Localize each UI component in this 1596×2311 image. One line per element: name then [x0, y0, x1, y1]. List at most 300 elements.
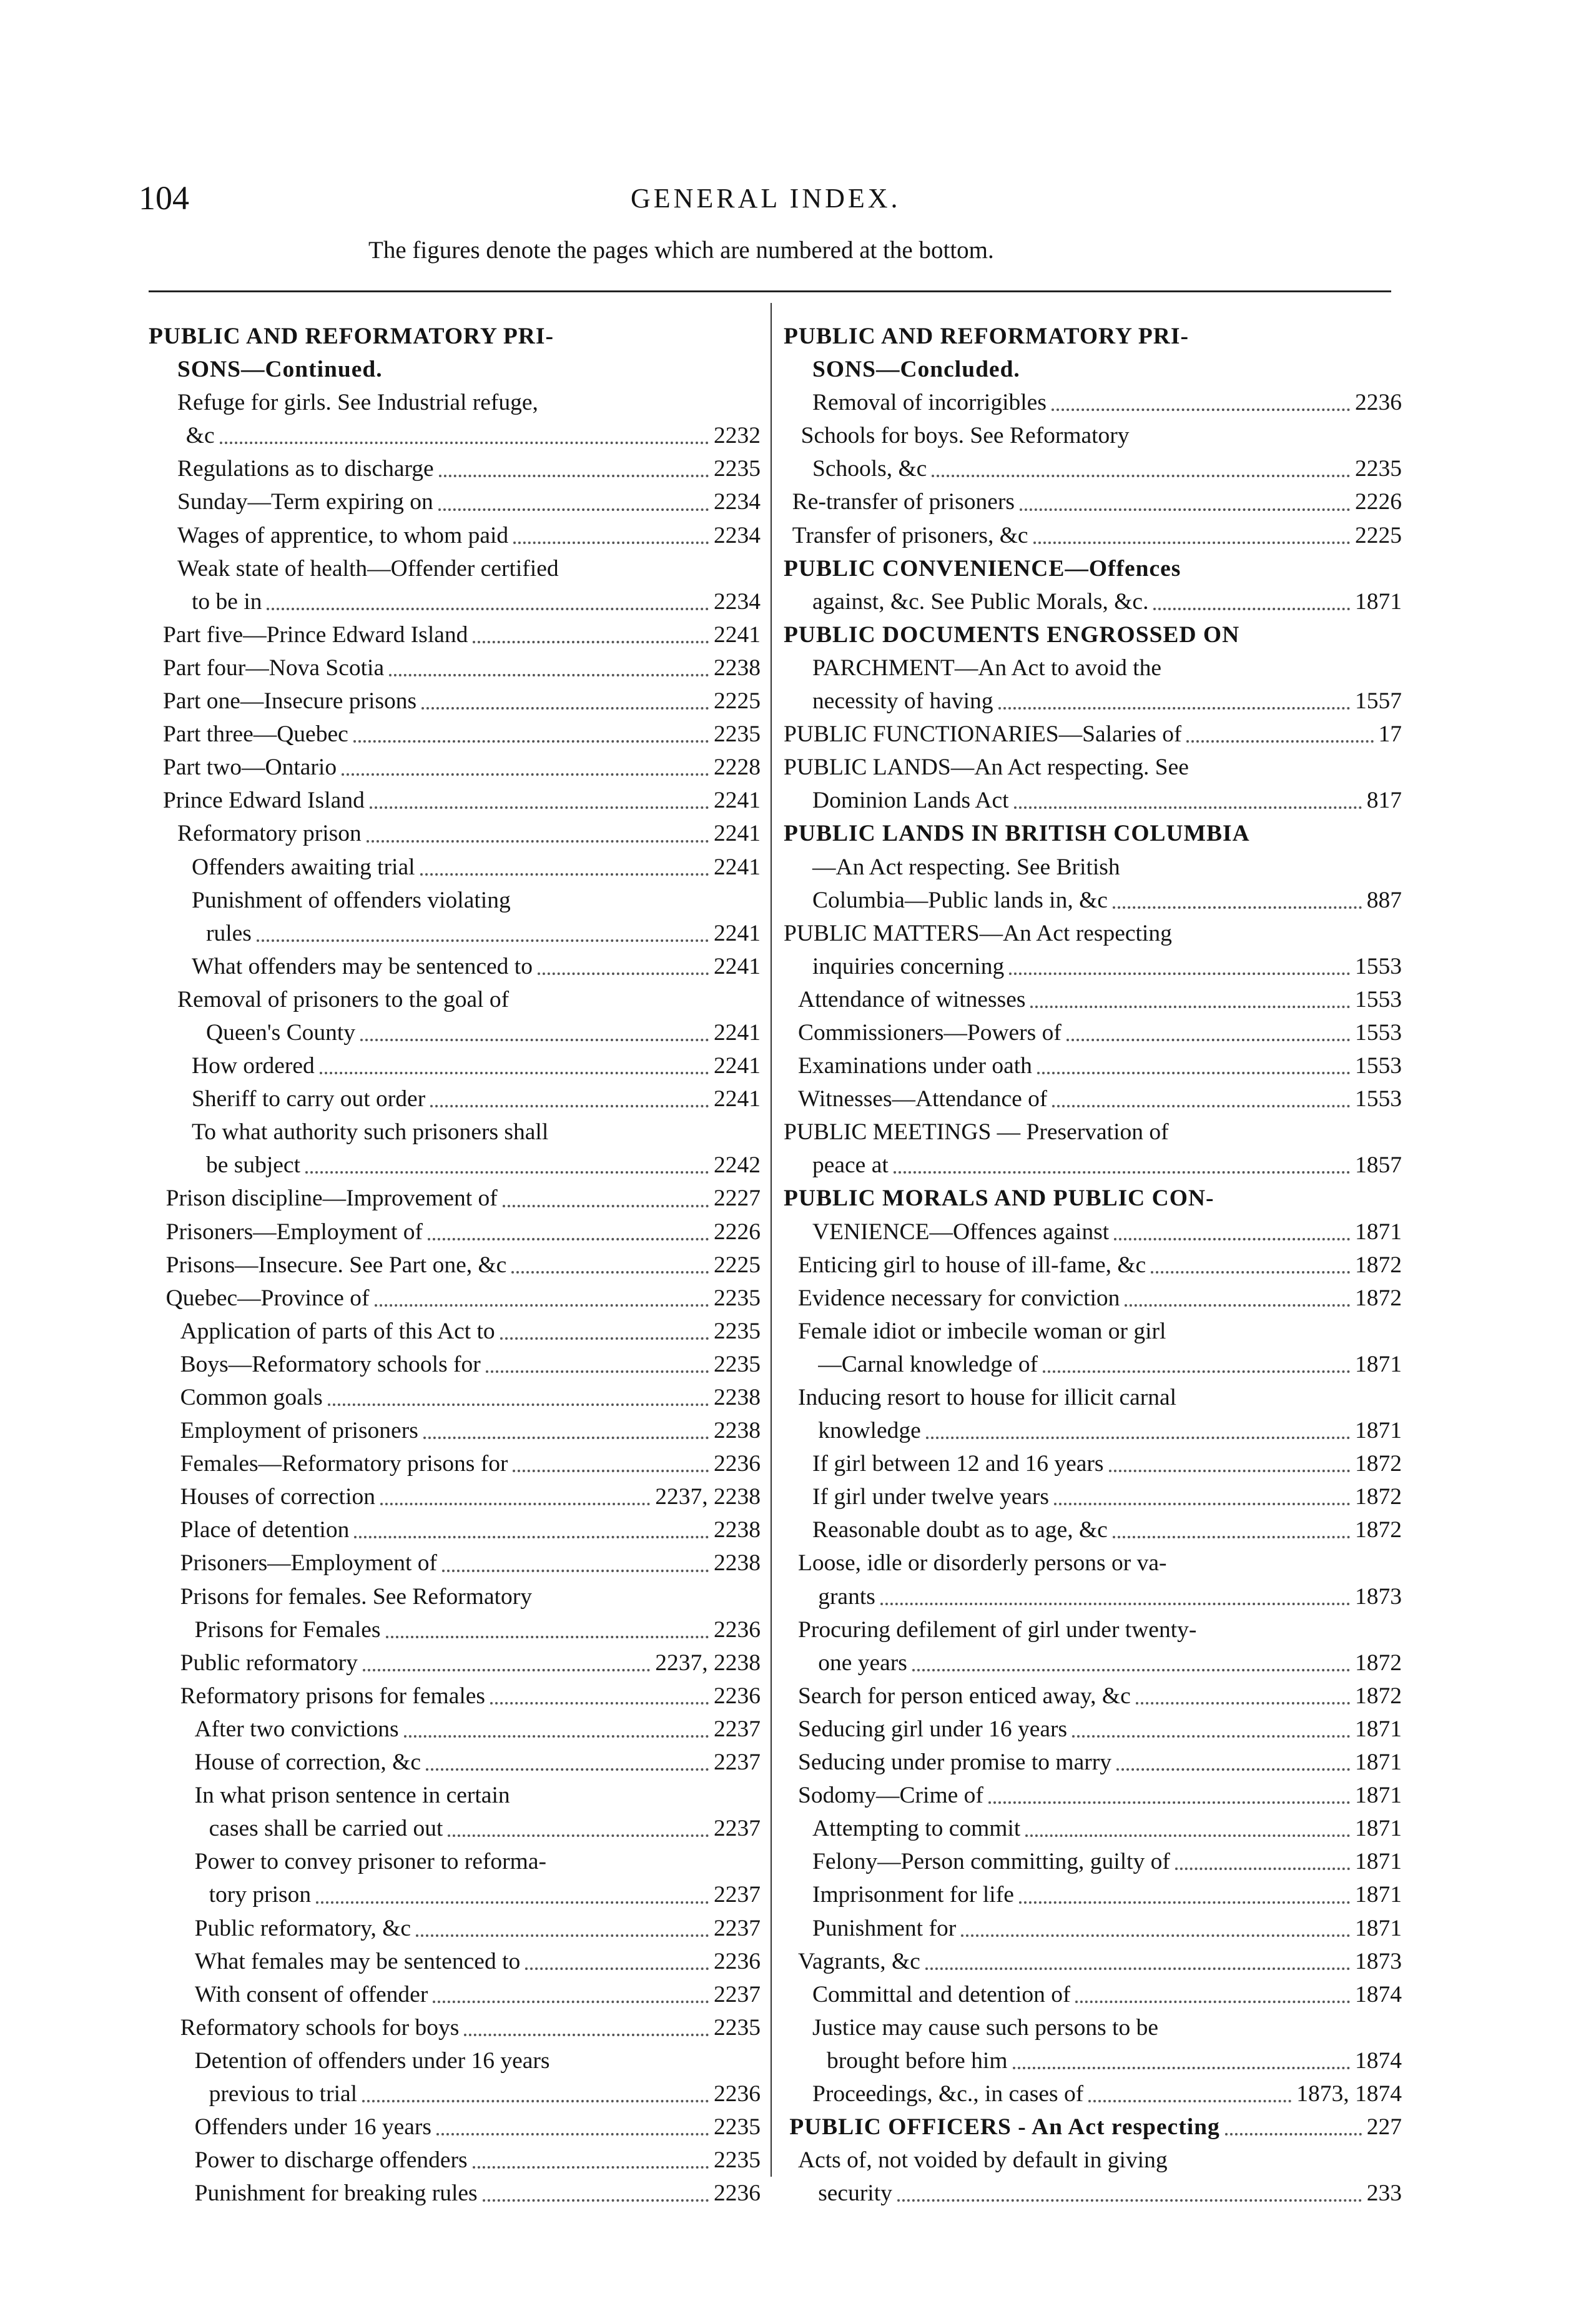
- index-entry: PUBLIC MEETINGS — Preservation of: [784, 1119, 1169, 1146]
- entry-page-ref: 1874: [1355, 1981, 1402, 2007]
- entry-text: VENIENCE—Offences against: [812, 1219, 1110, 1245]
- index-entry: [149, 1945, 761, 1978]
- entry-page-ref: 2235: [714, 456, 761, 482]
- entry-page-ref: 1873, 1874: [1296, 2081, 1402, 2107]
- dot-leader: [473, 2166, 709, 2169]
- entry-text: Employment of prisoners: [180, 1418, 418, 1444]
- entry-text: Sodomy—Crime of: [798, 1783, 983, 1809]
- index-entry: [784, 1746, 1402, 1779]
- index-entry: [149, 1381, 761, 1414]
- entry-text: against, &c. See Public Morals, &c.: [812, 588, 1149, 615]
- index-entry: [149, 1016, 761, 1049]
- index-entry: [784, 784, 1402, 817]
- entry-page-ref: 2236: [714, 1451, 761, 1477]
- entry-text: What females may be sentenced to: [194, 1948, 521, 1974]
- dot-leader: [433, 2001, 709, 2003]
- index-entry: [149, 1249, 761, 1282]
- entry-page-ref: 227: [1366, 2114, 1402, 2140]
- index-entry: [149, 1613, 761, 1646]
- dot-leader: [267, 608, 709, 610]
- index-entry: [784, 485, 1402, 518]
- index-entry: [784, 1845, 1402, 1878]
- entry-page-ref: 1872: [1355, 1650, 1402, 1676]
- dot-leader: [370, 806, 709, 809]
- entry-page-ref: 2234: [714, 588, 761, 615]
- entry-text: Prisons—Insecure. See Part one, &c: [165, 1252, 507, 1278]
- entry-page-ref: 1872: [1355, 1285, 1402, 1311]
- entry-text: Schools, &c: [812, 456, 927, 482]
- entry-page-ref: 2237: [714, 1816, 761, 1842]
- entry-text: Removal of incorrigibles: [812, 390, 1047, 416]
- dot-leader: [389, 674, 709, 676]
- entry-page-ref: 2236: [714, 1616, 761, 1643]
- entry-text: peace at: [812, 1152, 889, 1179]
- entry-page-ref: 2236: [714, 1948, 761, 1974]
- entry-page-ref: 887: [1366, 887, 1402, 913]
- entry-text: Power to discharge offenders: [194, 2147, 468, 2174]
- entry-page-ref: 1871: [1355, 1816, 1402, 1842]
- entry-page-ref: 2235: [714, 2114, 761, 2140]
- index-entry: PUBLIC LANDS—An Act respecting. See: [784, 755, 1189, 781]
- entry-page-ref: 2235: [714, 2147, 761, 2174]
- dot-leader: [1025, 1834, 1350, 1837]
- index-entry: [784, 1082, 1402, 1116]
- dot-leader: [1066, 1039, 1350, 1041]
- index-entry: Inducing resort to house for illicit carnal: [798, 1385, 1177, 1410]
- index-entry: [149, 2177, 761, 2210]
- index-entry: [149, 784, 761, 817]
- index-entry: To what authority such prisoners shall: [192, 1119, 549, 1146]
- entry-text: Witnesses—Attendance of: [798, 1086, 1048, 1112]
- index-entry: [784, 452, 1402, 485]
- entry-page-ref: 2241: [714, 1053, 761, 1079]
- dot-leader: [1019, 1901, 1350, 1904]
- index-entry: Loose, idle or disorderly persons or va-: [798, 1550, 1167, 1576]
- entry-text: PUBLIC OFFICERS - An Act respecting: [789, 2114, 1220, 2140]
- index-entry: Refuge for girls. See Industrial refuge,: [177, 390, 538, 416]
- dot-leader: [320, 1072, 709, 1074]
- dot-leader: [1113, 1536, 1350, 1538]
- entry-text: PUBLIC FUNCTIONARIES—Salaries of: [784, 721, 1182, 748]
- entry-page-ref: 1871: [1355, 1749, 1402, 1776]
- entry-page-ref: 1871: [1355, 1915, 1402, 1941]
- entry-text: Place of detention: [180, 1517, 350, 1543]
- index-entry: [149, 1878, 761, 1911]
- entry-page-ref: 1553: [1355, 1086, 1402, 1112]
- dot-leader: [894, 1171, 1350, 1174]
- entry-text: necessity of having: [812, 688, 993, 715]
- dot-leader: [1020, 508, 1350, 511]
- index-entry: Detention of offenders under 16 years: [194, 2047, 550, 2074]
- entry-text: Examinations under oath: [798, 1053, 1032, 1079]
- dot-leader: [1009, 972, 1350, 975]
- entry-text: Public reformatory: [180, 1650, 358, 1676]
- entry-page-ref: 2237: [714, 1981, 761, 2007]
- index-entry: [784, 1447, 1402, 1480]
- dot-leader: [1088, 2100, 1291, 2102]
- entry-text: to be in: [192, 588, 262, 615]
- entry-text: Prison discipline—Improvement of: [165, 1185, 498, 1212]
- dot-leader: [1225, 2133, 1362, 2135]
- entry-text: Reasonable doubt as to age, &c: [812, 1517, 1108, 1543]
- dot-leader: [439, 475, 709, 477]
- dot-leader: [362, 2100, 709, 2102]
- entry-text: Seducing under promise to marry: [798, 1749, 1111, 1776]
- entry-text: Transfer of prisoners, &c: [792, 522, 1028, 548]
- dot-leader: [1013, 2067, 1350, 2069]
- dot-leader: [897, 2199, 1362, 2202]
- index-entry: [784, 1945, 1402, 1978]
- entry-page-ref: 2234: [714, 522, 761, 548]
- entry-page-ref: 1553: [1355, 1053, 1402, 1079]
- entry-text: Part two—Ontario: [163, 755, 337, 781]
- index-entry: [149, 1513, 761, 1546]
- index-entry: [149, 685, 761, 718]
- entry-page-ref: 1871: [1355, 1783, 1402, 1809]
- entry-page-ref: 1871: [1355, 1716, 1402, 1742]
- entry-page-ref: 817: [1366, 788, 1402, 814]
- dot-leader: [404, 1735, 709, 1738]
- entry-page-ref: 2232: [714, 423, 761, 449]
- entry-text: Dominion Lands Act: [812, 788, 1009, 814]
- index-entry: [784, 2177, 1402, 2210]
- index-entry: [784, 2044, 1402, 2077]
- dot-leader: [1052, 408, 1350, 411]
- index-entry: [784, 1978, 1402, 2011]
- dot-leader: [316, 1901, 709, 1904]
- index-entry: [149, 1282, 761, 1315]
- dot-leader: [363, 1669, 650, 1671]
- index-entry: [784, 1646, 1402, 1680]
- index-entry: [149, 1680, 761, 1713]
- dot-leader: [1125, 1304, 1350, 1307]
- entry-text: brought before him: [827, 2047, 1008, 2074]
- entry-text: Houses of correction: [180, 1484, 375, 1510]
- dot-leader: [538, 972, 709, 975]
- dot-leader: [525, 1967, 709, 1970]
- dot-leader: [353, 740, 709, 743]
- index-entry: [149, 419, 761, 452]
- entry-text: Punishment for breaking rules: [194, 2180, 478, 2207]
- index-entry: Procuring defilement of girl under twenty-: [798, 1616, 1197, 1643]
- entry-text: Females—Reformatory prisons for: [180, 1451, 508, 1477]
- entry-page-ref: 2236: [714, 2180, 761, 2207]
- index-entry: [784, 585, 1402, 618]
- entry-text: If girl under twelve years: [812, 1484, 1050, 1510]
- dot-leader: [464, 2034, 709, 2036]
- index-entry: Justice may cause such persons to be: [812, 2014, 1159, 2041]
- entry-page-ref: 1871: [1355, 588, 1402, 615]
- entry-page-ref: 1871: [1355, 1351, 1402, 1377]
- entry-page-ref: 1871: [1355, 1882, 1402, 1908]
- index-entry: [784, 983, 1402, 1016]
- header-rule: [149, 290, 1391, 292]
- index-entry: [784, 1149, 1402, 1182]
- entry-text: Columbia—Public lands in, &c: [812, 887, 1108, 913]
- index-entry: PUBLIC AND REFORMATORY PRI-: [149, 324, 554, 349]
- dot-leader: [1186, 740, 1373, 743]
- entry-page-ref: 2235: [1355, 456, 1402, 482]
- index-entry: PUBLIC MATTERS—An Act respecting: [784, 920, 1172, 946]
- entry-text: Seducing girl under 16 years: [798, 1716, 1068, 1742]
- entry-text: Punishment for: [812, 1915, 957, 1941]
- entry-page-ref: 2225: [714, 688, 761, 715]
- entry-page-ref: 2225: [714, 1252, 761, 1278]
- entry-text: Offenders awaiting trial: [192, 854, 415, 880]
- entry-text: grants: [818, 1583, 875, 1610]
- entry-text: Sunday—Term expiring on: [177, 489, 433, 515]
- dot-leader: [423, 1437, 709, 1439]
- dot-leader: [1043, 1370, 1350, 1373]
- index-entry: [784, 718, 1402, 751]
- dot-leader: [513, 1470, 709, 1472]
- entry-text: If girl between 12 and 16 years: [812, 1451, 1104, 1477]
- dot-leader: [880, 1603, 1350, 1605]
- index-entry: [784, 1215, 1402, 1249]
- entry-page-ref: 1871: [1355, 1849, 1402, 1875]
- index-entry: [149, 1082, 761, 1116]
- index-entry: [784, 1878, 1402, 1911]
- index-entry: Removal of prisoners to the goal of: [177, 986, 510, 1012]
- entry-page-ref: 2235: [714, 1351, 761, 1377]
- index-entry: [784, 1282, 1402, 1315]
- dot-leader: [1014, 806, 1362, 809]
- index-entry: [149, 1315, 761, 1348]
- entry-text: Common goals: [180, 1385, 323, 1410]
- entry-text: Part five—Prince Edward Island: [163, 621, 468, 648]
- dot-leader: [354, 1536, 709, 1538]
- index-entry: Acts of, not voided by default in giving: [798, 2147, 1168, 2174]
- dot-leader: [257, 939, 709, 942]
- index-entry: SONS—Concluded.: [812, 357, 1020, 383]
- index-entry: [149, 1713, 761, 1746]
- index-entry: [149, 2111, 761, 2144]
- entry-text: Queen's County: [206, 1019, 356, 1046]
- entry-text: —Carnal knowledge of: [818, 1351, 1038, 1377]
- entry-page-ref: 2235: [714, 1285, 761, 1311]
- index-entry: [149, 1646, 761, 1680]
- index-entry: [784, 1680, 1402, 1713]
- entry-text: &c: [185, 423, 215, 449]
- dot-leader: [442, 1570, 709, 1572]
- entry-text: Reformatory prisons for females: [180, 1683, 485, 1709]
- entry-page-ref: 2235: [714, 1318, 761, 1344]
- entry-page-ref: 1553: [1355, 953, 1402, 979]
- entry-page-ref: 2226: [714, 1219, 761, 1245]
- index-entry: [784, 1249, 1402, 1282]
- index-entry: [149, 2077, 761, 2111]
- entry-text: Committal and detention of: [812, 1981, 1071, 2007]
- index-entry: [149, 917, 761, 950]
- dot-leader: [483, 2199, 709, 2202]
- index-entry: [784, 386, 1402, 419]
- dot-leader: [1151, 1271, 1350, 1274]
- index-entry: Weak state of health—Offender certified: [177, 555, 559, 581]
- dot-leader: [1153, 608, 1350, 610]
- entry-page-ref: 2237: [714, 1915, 761, 1941]
- entry-text: Part one—Insecure prisons: [163, 688, 417, 715]
- entry-page-ref: 2237: [714, 1716, 761, 1742]
- entry-page-ref: 2241: [714, 1086, 761, 1112]
- entry-text: House of correction, &c: [194, 1749, 421, 1776]
- index-entry: [784, 1912, 1402, 1945]
- dot-leader: [1175, 1868, 1350, 1870]
- entry-page-ref: 2237, 2238: [655, 1650, 761, 1676]
- dot-leader: [380, 1503, 650, 1505]
- index-entry: [784, 1580, 1402, 1613]
- entry-page-ref: 1872: [1355, 1683, 1402, 1709]
- dot-leader: [448, 1834, 709, 1837]
- entry-page-ref: 1553: [1355, 986, 1402, 1012]
- column-divider: [771, 303, 772, 2177]
- entry-page-ref: 17: [1378, 721, 1402, 748]
- entry-text: Part three—Quebec: [163, 721, 348, 748]
- entry-text: Application of parts of this Act to: [180, 1318, 495, 1344]
- entry-page-ref: 2238: [714, 1418, 761, 1444]
- index-entry: [149, 1182, 761, 1215]
- entry-page-ref: 2236: [714, 1683, 761, 1709]
- dot-leader: [436, 2133, 709, 2135]
- entry-text: Wages of apprentice, to whom paid: [177, 522, 509, 548]
- index-entry: [149, 751, 761, 784]
- entry-text: Imprisonment for life: [812, 1882, 1014, 1908]
- dot-leader: [988, 1801, 1350, 1804]
- index-entry: PUBLIC DOCUMENTS ENGROSSED ON: [784, 621, 1240, 648]
- dot-leader: [1136, 1702, 1350, 1705]
- index-entry: [149, 817, 761, 850]
- entry-text: Prisoners—Employment of: [180, 1550, 438, 1576]
- index-entry: [784, 950, 1402, 983]
- entry-page-ref: 1873: [1355, 1948, 1402, 1974]
- index-entry: [149, 1812, 761, 1845]
- dot-leader: [926, 1437, 1350, 1439]
- entry-page-ref: 2238: [714, 655, 761, 681]
- entry-page-ref: 2235: [714, 2014, 761, 2041]
- entry-text: Sheriff to carry out order: [192, 1086, 426, 1112]
- index-entry: [784, 1513, 1402, 1546]
- index-entry: [784, 1049, 1402, 1082]
- index-entry: [784, 2111, 1402, 2144]
- dot-leader: [360, 1039, 709, 1041]
- index-entry: [149, 1546, 761, 1580]
- dot-leader: [426, 1768, 709, 1771]
- index-entry: [149, 1480, 761, 1513]
- dot-leader: [932, 475, 1350, 477]
- entry-page-ref: 2238: [714, 1517, 761, 1543]
- dot-leader: [1054, 1503, 1350, 1505]
- dot-leader: [961, 1934, 1350, 1937]
- entry-page-ref: 2237, 2238: [655, 1484, 761, 1510]
- entry-page-ref: 2237: [714, 1749, 761, 1776]
- dot-leader: [1113, 906, 1362, 909]
- index-entry: —An Act respecting. See British: [812, 854, 1120, 880]
- entry-text: Search for person enticed away, &c: [798, 1683, 1131, 1709]
- entry-text: knowledge: [818, 1418, 921, 1444]
- entry-page-ref: 1872: [1355, 1484, 1402, 1510]
- index-entry: PARCHMENT—An Act to avoid the: [812, 655, 1162, 681]
- dot-leader: [511, 1271, 709, 1274]
- dot-leader: [503, 1205, 709, 1207]
- entry-text: Commissioners—Powers of: [798, 1019, 1062, 1046]
- entry-page-ref: 233: [1366, 2180, 1402, 2207]
- index-entry: Punishment of offenders violating: [192, 887, 511, 913]
- dot-leader: [386, 1636, 709, 1638]
- index-entry: [784, 1348, 1402, 1381]
- dot-leader: [490, 1702, 709, 1705]
- dot-leader: [1114, 1238, 1350, 1240]
- entry-text: Quebec—Province of: [165, 1285, 370, 1311]
- index-entry: [149, 1978, 761, 2011]
- dot-leader: [925, 1967, 1350, 1970]
- entry-page-ref: 2241: [714, 854, 761, 880]
- index-entry: [784, 1779, 1402, 1812]
- right-index-column: [784, 320, 1402, 2210]
- entry-page-ref: 2241: [714, 821, 761, 847]
- index-entry: [149, 2144, 761, 2177]
- entry-text: Attendance of witnesses: [798, 986, 1026, 1012]
- page-note: The figures denote the pages which are numbered at the bottom.: [368, 237, 994, 264]
- entry-page-ref: 2238: [714, 1385, 761, 1410]
- entry-page-ref: 2241: [714, 621, 761, 648]
- dot-leader: [473, 641, 709, 643]
- entry-page-ref: 1872: [1355, 1252, 1402, 1278]
- entry-text: Public reformatory, &c: [194, 1915, 411, 1941]
- entry-text: Offenders under 16 years: [194, 2114, 431, 2140]
- entry-page-ref: 2236: [1355, 390, 1402, 416]
- index-entry: PUBLIC AND REFORMATORY PRI-: [784, 324, 1189, 349]
- entry-page-ref: 2234: [714, 489, 761, 515]
- entry-text: Part four—Nova Scotia: [163, 655, 385, 681]
- dot-leader: [1109, 1470, 1351, 1472]
- entry-text: Vagrants, &c: [798, 1948, 920, 1974]
- entry-text: Reformatory prison: [177, 821, 362, 847]
- dot-leader: [342, 773, 709, 776]
- entry-page-ref: 1557: [1355, 688, 1402, 715]
- index-entry: [149, 519, 761, 552]
- index-entry: Schools for boys. See Reformatory: [800, 423, 1130, 449]
- dot-leader: [438, 508, 709, 511]
- index-entry: [149, 1348, 761, 1381]
- index-entry: [784, 1016, 1402, 1049]
- running-title: GENERAL INDEX.: [631, 183, 901, 214]
- entry-page-ref: 2237: [714, 1882, 761, 1908]
- entry-page-ref: 2241: [714, 788, 761, 814]
- index-entry: [149, 1414, 761, 1447]
- entry-text: be subject: [206, 1152, 300, 1179]
- entry-page-ref: 2236: [714, 2081, 761, 2107]
- index-entry: [784, 685, 1402, 718]
- index-entry: [149, 2011, 761, 2044]
- entry-text: Proceedings, &c., in cases of: [812, 2081, 1084, 2107]
- entry-text: Prisoners—Employment of: [165, 1219, 423, 1245]
- index-entry: SONS—Continued.: [177, 357, 383, 383]
- index-entry: [149, 1447, 761, 1480]
- entry-text: tory prison: [209, 1882, 312, 1908]
- dot-leader: [912, 1669, 1350, 1671]
- entry-text: Re-transfer of prisoners: [792, 489, 1015, 515]
- entry-page-ref: 2241: [714, 1019, 761, 1046]
- index-entry: [784, 884, 1402, 917]
- index-entry: [784, 1414, 1402, 1447]
- entry-text: Felony—Person committing, guilty of: [812, 1849, 1170, 1875]
- index-entry: In what prison sentence in certain: [194, 1783, 510, 1809]
- entry-page-ref: 2242: [714, 1152, 761, 1179]
- entry-page-ref: 1873: [1355, 1583, 1402, 1610]
- index-entry: [149, 1746, 761, 1779]
- page-number: 104: [139, 179, 189, 217]
- dot-leader: [421, 707, 709, 710]
- dot-leader: [500, 1337, 709, 1340]
